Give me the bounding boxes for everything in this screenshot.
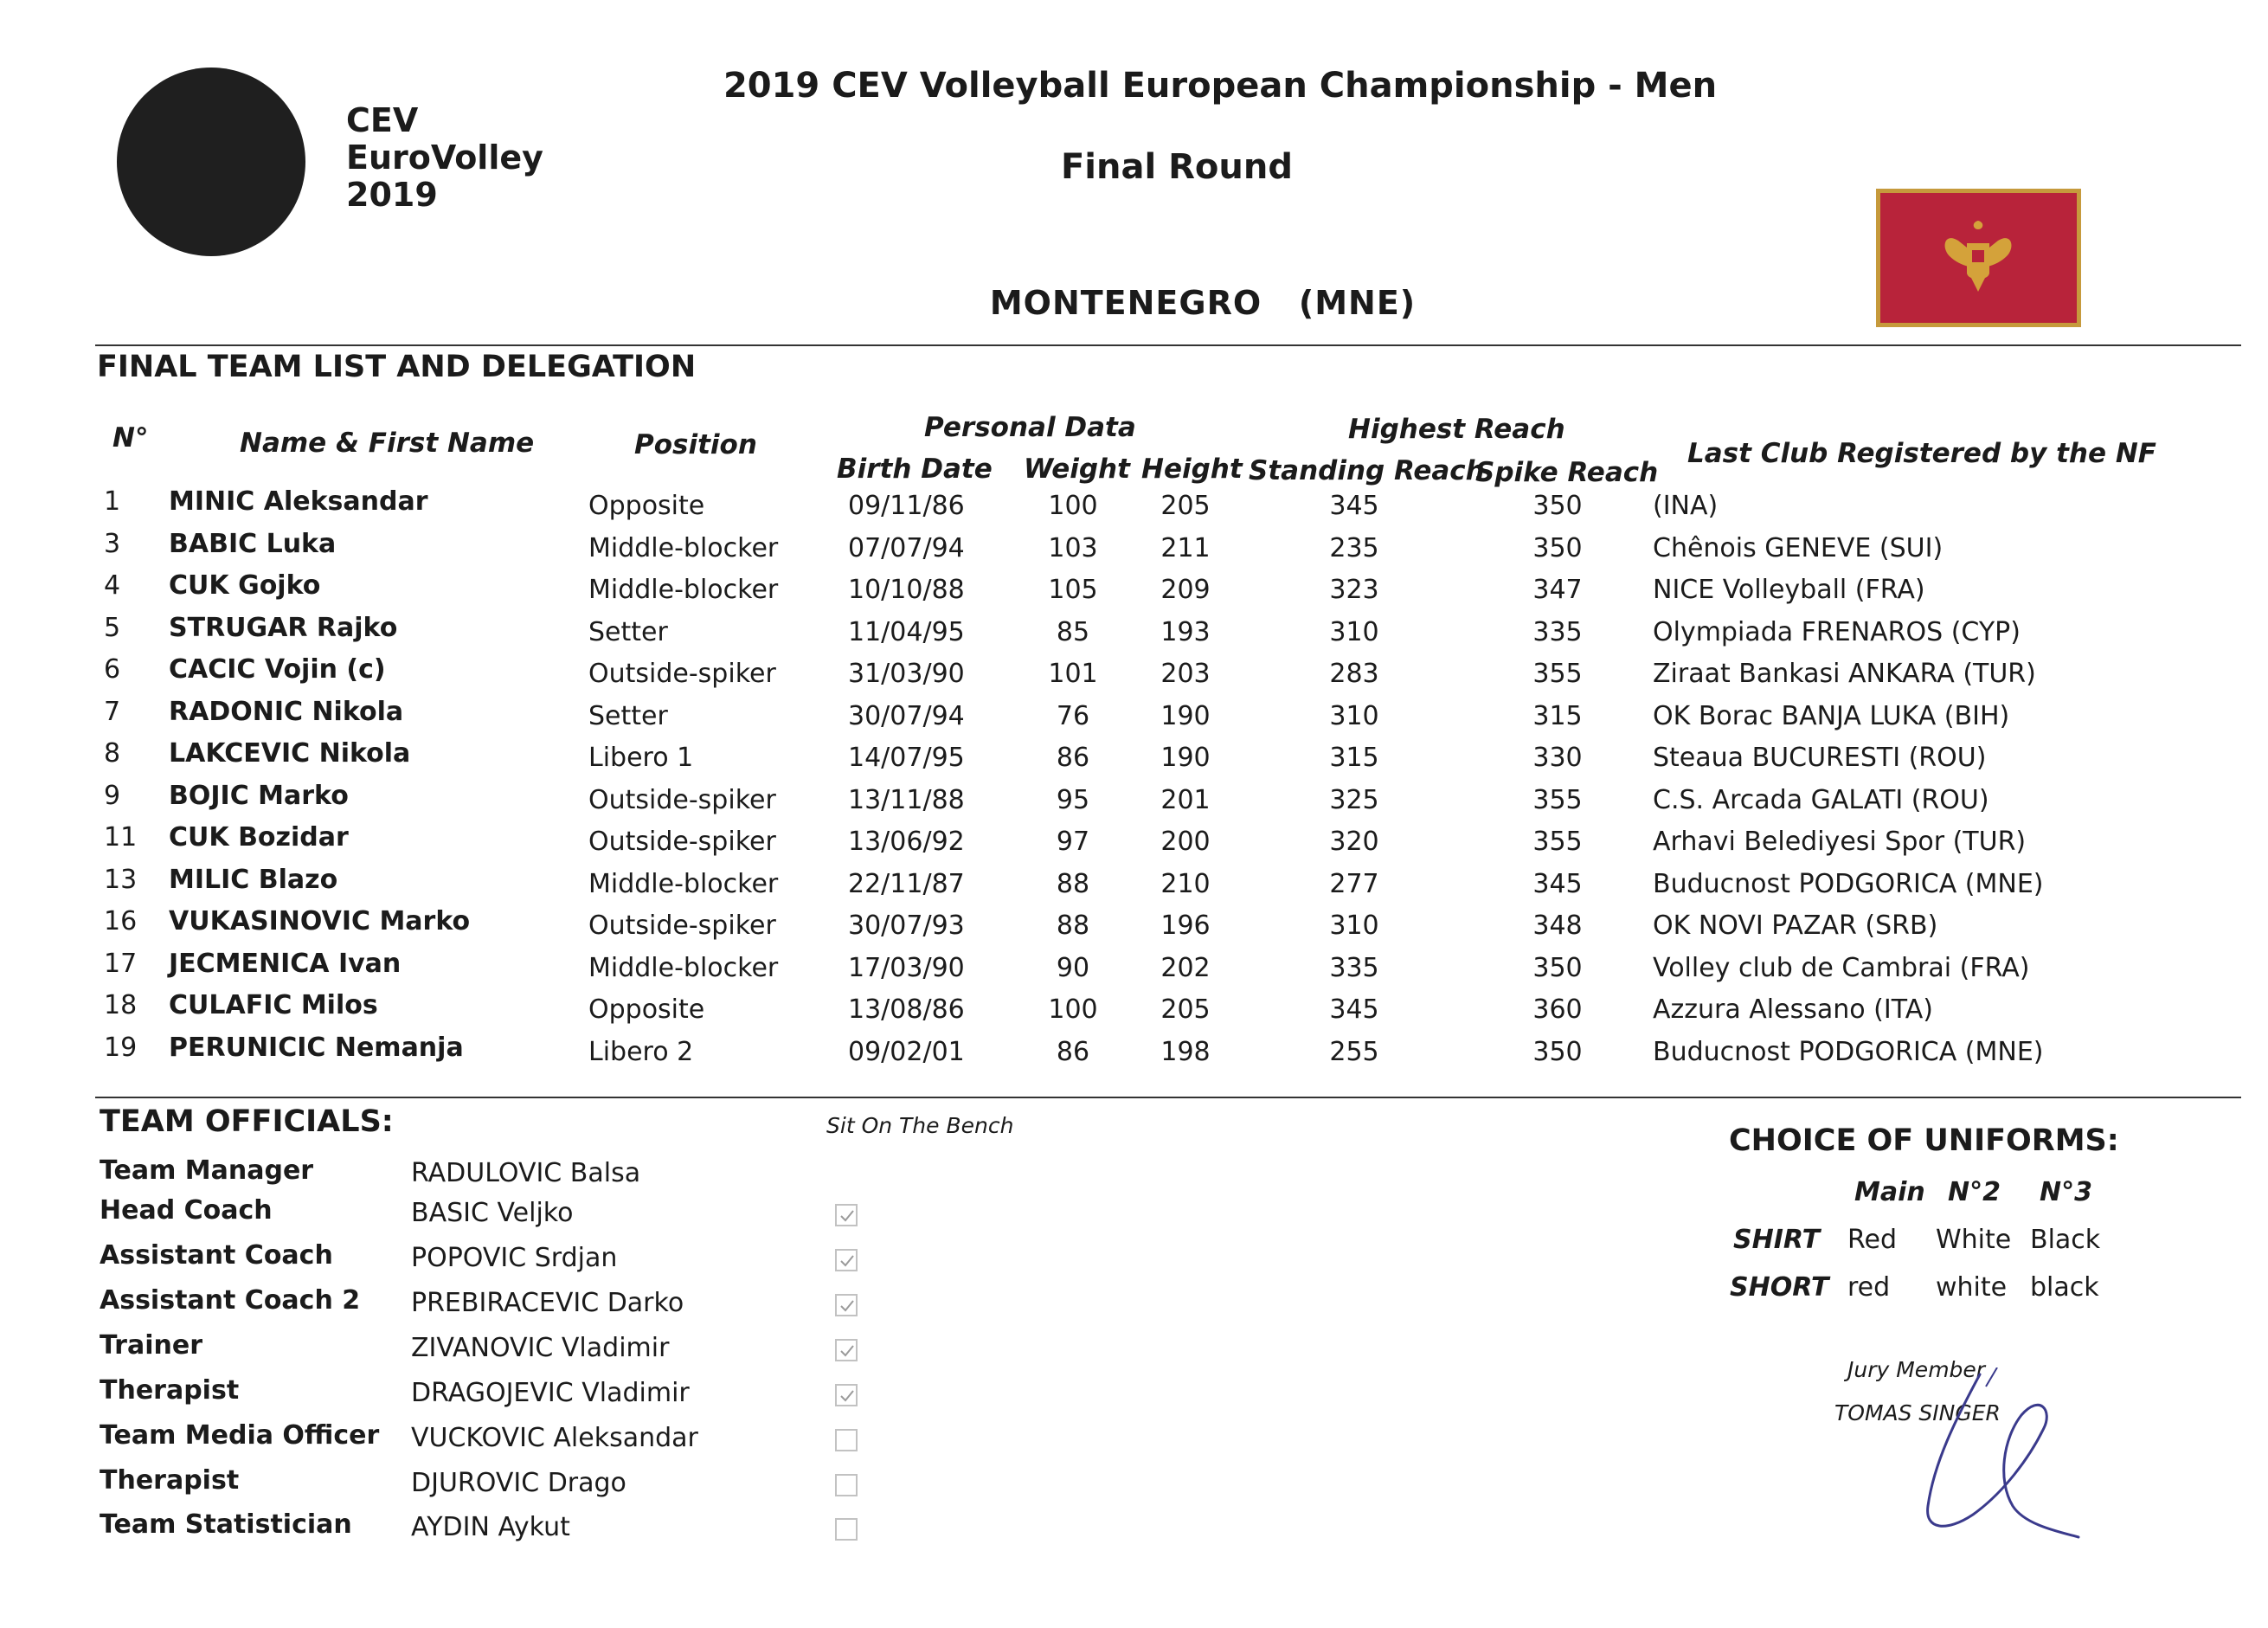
player-name: LAKCEVIC Nikola [169, 738, 411, 769]
player-position: Opposite [588, 491, 705, 521]
player-club: Chênois GENEVE (SUI) [1653, 532, 1944, 563]
player-birth-date: 30/07/93 [848, 911, 965, 941]
uniform-header-main: Main [1854, 1177, 1925, 1207]
player-height: 193 [1160, 616, 1211, 647]
player-height: 210 [1160, 868, 1211, 899]
player-name: PERUNICIC Nemanja [169, 1032, 464, 1063]
header-spike-reach: Spike Reach [1475, 457, 1659, 488]
player-birth-date: 14/07/95 [848, 743, 965, 773]
player-standing-reach: 323 [1329, 575, 1379, 605]
header-standing-reach: Standing Reach [1249, 455, 1485, 486]
official-role: Assistant Coach 2 [100, 1285, 361, 1316]
player-number: 7 [104, 696, 121, 727]
official-name: AYDIN Aykut [411, 1512, 570, 1542]
player-club: Olympiada FRENAROS (CYP) [1653, 616, 2021, 647]
player-name: JECMENICA Ivan [169, 948, 402, 979]
bench-checkbox[interactable] [835, 1474, 858, 1496]
player-height: 200 [1160, 827, 1211, 857]
bench-checkbox[interactable] [835, 1429, 858, 1451]
jury-member-name: TOMAS SINGER [1834, 1400, 2001, 1425]
bench-checkbox[interactable] [835, 1249, 858, 1271]
player-birth-date: 30/07/94 [848, 700, 965, 731]
player-height: 190 [1160, 743, 1211, 773]
official-role: Trainer [100, 1330, 202, 1361]
player-name: MILIC Blazo [169, 864, 338, 895]
player-height: 205 [1160, 491, 1211, 521]
uniform-shirt-label: SHIRT [1733, 1225, 1821, 1255]
player-club: OK NOVI PAZAR (SRB) [1653, 911, 1938, 941]
player-standing-reach: 310 [1329, 700, 1379, 731]
section-title: FINAL TEAM LIST AND DELEGATION [97, 350, 697, 384]
player-name: BOJIC Marko [169, 780, 349, 811]
player-standing-reach: 335 [1329, 952, 1379, 983]
jury-signature [1852, 1367, 2111, 1549]
player-standing-reach: 235 [1329, 532, 1379, 563]
official-name: RADULOVIC Balsa [411, 1158, 641, 1188]
player-position: Middle-blocker [588, 952, 779, 983]
player-name: BABIC Luka [169, 528, 337, 559]
official-name: VUCKOVIC Aleksandar [411, 1423, 698, 1453]
uniform-short-second: white [1936, 1272, 2008, 1303]
player-position: Middle-blocker [588, 868, 779, 899]
player-number: 19 [104, 1032, 138, 1063]
player-spike-reach: 315 [1532, 700, 1583, 731]
player-position: Opposite [588, 994, 705, 1025]
country-title: MONTENEGRO (MNE) [989, 284, 1417, 322]
official-name: BASIC Veljko [411, 1198, 574, 1228]
player-standing-reach: 310 [1329, 911, 1379, 941]
player-weight: 90 [1056, 952, 1090, 983]
player-name: CACIC Vojin (c) [169, 654, 386, 685]
player-number: 4 [104, 570, 121, 601]
logo-line-year: 2019 [346, 176, 438, 214]
player-name: RADONIC Nikola [169, 696, 404, 727]
player-height: 209 [1160, 575, 1211, 605]
player-birth-date: 13/08/86 [848, 994, 965, 1025]
player-position: Middle-blocker [588, 575, 779, 605]
player-club: Azzura Alessano (ITA) [1653, 994, 1933, 1025]
player-weight: 76 [1056, 700, 1090, 731]
uniform-short-label: SHORT [1730, 1272, 1829, 1303]
header-weight: Weight [1024, 454, 1130, 485]
checkmark-icon [839, 1298, 855, 1314]
player-birth-date: 13/11/88 [848, 784, 965, 815]
player-spike-reach: 350 [1532, 532, 1583, 563]
official-role: Therapist [100, 1465, 240, 1496]
double-headed-eagle-icon [1880, 193, 2077, 323]
player-number: 18 [104, 990, 138, 1020]
player-birth-date: 10/10/88 [848, 575, 965, 605]
player-birth-date: 07/07/94 [848, 532, 965, 563]
checkmark-icon [839, 1253, 855, 1269]
bench-checkbox[interactable] [835, 1204, 858, 1226]
player-position: Libero 2 [588, 1036, 694, 1067]
official-role: Team Media Officer [100, 1420, 380, 1451]
player-height: 201 [1160, 784, 1211, 815]
official-name: PREBIRACEVIC Darko [411, 1288, 684, 1318]
player-number: 6 [104, 654, 121, 685]
player-weight: 86 [1056, 1036, 1090, 1067]
player-position: Setter [588, 700, 668, 731]
player-club: OK Borac BANJA LUKA (BIH) [1653, 700, 2010, 731]
official-name: ZIVANOVIC Vladimir [411, 1333, 670, 1363]
header-highest-reach: Highest Reach [1348, 414, 1565, 445]
player-name: CUK Bozidar [169, 822, 349, 853]
uniform-short-third: black [2030, 1272, 2099, 1303]
bench-checkbox[interactable] [835, 1294, 858, 1316]
header-position: Position [634, 429, 757, 460]
eurovolley-logo [117, 68, 305, 256]
player-birth-date: 13/06/92 [848, 827, 965, 857]
player-spike-reach: 335 [1532, 616, 1583, 647]
table-divider [95, 1097, 2241, 1098]
player-number: 5 [104, 612, 121, 643]
player-position: Libero 1 [588, 743, 694, 773]
uniform-short-main: red [1847, 1272, 1891, 1303]
official-role: Head Coach [100, 1195, 273, 1226]
header-personal-data: Personal Data [924, 412, 1136, 443]
player-weight: 88 [1056, 868, 1090, 899]
player-spike-reach: 355 [1532, 659, 1583, 689]
player-standing-reach: 255 [1329, 1036, 1379, 1067]
player-number: 9 [104, 780, 121, 811]
player-name: STRUGAR Rajko [169, 612, 398, 643]
player-height: 198 [1160, 1036, 1211, 1067]
player-weight: 97 [1056, 827, 1090, 857]
player-standing-reach: 310 [1329, 616, 1379, 647]
player-standing-reach: 345 [1329, 491, 1379, 521]
player-spike-reach: 347 [1532, 575, 1583, 605]
player-club: Volley club de Cambrai (FRA) [1653, 952, 2030, 983]
bench-checkbox[interactable] [835, 1339, 858, 1361]
player-position: Middle-blocker [588, 532, 779, 563]
player-height: 196 [1160, 911, 1211, 941]
uniform-header-third: N°3 [2040, 1177, 2092, 1207]
player-number: 1 [104, 486, 121, 517]
player-height: 190 [1160, 700, 1211, 731]
player-weight: 100 [1048, 491, 1098, 521]
player-club: Buducnost PODGORICA (MNE) [1653, 868, 2044, 899]
player-name: VUKASINOVIC Marko [169, 906, 471, 936]
team-officials-title: TEAM OFFICIALS: [100, 1104, 394, 1139]
player-position: Outside-spiker [588, 659, 776, 689]
official-name: POPOVIC Srdjan [411, 1243, 618, 1273]
checkmark-icon [839, 1208, 855, 1224]
player-weight: 101 [1048, 659, 1098, 689]
logo-line-eurovolley: EuroVolley [346, 138, 543, 177]
player-birth-date: 17/03/90 [848, 952, 965, 983]
player-standing-reach: 325 [1329, 784, 1379, 815]
player-weight: 88 [1056, 911, 1090, 941]
round-title: Final Round [1060, 147, 1293, 187]
checkmark-icon [839, 1388, 855, 1404]
player-weight: 100 [1048, 994, 1098, 1025]
player-spike-reach: 350 [1532, 952, 1583, 983]
player-name: CUK Gojko [169, 570, 321, 601]
montenegro-flag [1876, 189, 2081, 327]
player-birth-date: 31/03/90 [848, 659, 965, 689]
player-number: 3 [104, 528, 121, 559]
official-role: Assistant Coach [100, 1240, 333, 1271]
player-club: Arhavi Belediyesi Spor (TUR) [1653, 827, 2027, 857]
header-number: N° [112, 422, 149, 454]
player-spike-reach: 330 [1532, 743, 1583, 773]
jury-member-label: Jury Member [1847, 1357, 1986, 1382]
bench-checkbox[interactable] [835, 1384, 858, 1406]
official-name: DJUROVIC Drago [411, 1468, 626, 1498]
uniform-shirt-second: White [1936, 1225, 2012, 1255]
player-birth-date: 09/11/86 [848, 491, 965, 521]
player-position: Outside-spiker [588, 911, 776, 941]
player-name: CULAFIC Milos [169, 990, 378, 1020]
player-weight: 86 [1056, 743, 1090, 773]
player-position: Setter [588, 616, 668, 647]
header-birth-date: Birth Date [837, 454, 993, 485]
player-club: (INA) [1653, 491, 1719, 521]
player-club: Steaua BUCURESTI (ROU) [1653, 743, 1987, 773]
player-position: Outside-spiker [588, 784, 776, 815]
checkmark-icon [839, 1343, 855, 1359]
header-height: Height [1141, 454, 1243, 485]
official-name: DRAGOJEVIC Vladimir [411, 1378, 690, 1408]
player-club: NICE Volleyball (FRA) [1653, 575, 1925, 605]
player-height: 203 [1160, 659, 1211, 689]
player-standing-reach: 315 [1329, 743, 1379, 773]
player-number: 17 [104, 948, 138, 979]
player-height: 211 [1160, 532, 1211, 563]
player-name: MINIC Aleksandar [169, 486, 428, 517]
player-standing-reach: 283 [1329, 659, 1379, 689]
header-divider [95, 344, 2241, 346]
player-birth-date: 09/02/01 [848, 1036, 965, 1067]
sit-on-bench-label: Sit On The Bench [826, 1113, 1014, 1138]
official-role: Team Statistician [100, 1509, 352, 1540]
player-weight: 95 [1056, 784, 1090, 815]
player-birth-date: 11/04/95 [848, 616, 965, 647]
player-weight: 105 [1048, 575, 1098, 605]
player-club: C.S. Arcada GALATI (ROU) [1653, 784, 1989, 815]
player-number: 13 [104, 864, 138, 895]
uniform-shirt-main: Red [1847, 1225, 1897, 1255]
choice-of-uniforms-title: CHOICE OF UNIFORMS: [1729, 1123, 2119, 1158]
player-club: Buducnost PODGORICA (MNE) [1653, 1036, 2044, 1067]
player-height: 202 [1160, 952, 1211, 983]
player-number: 11 [104, 822, 138, 853]
player-spike-reach: 350 [1532, 491, 1583, 521]
uniform-header-second: N°2 [1948, 1177, 2001, 1207]
player-number: 8 [104, 738, 121, 769]
player-spike-reach: 355 [1532, 784, 1583, 815]
player-position: Outside-spiker [588, 827, 776, 857]
player-height: 205 [1160, 994, 1211, 1025]
player-weight: 103 [1048, 532, 1098, 563]
player-standing-reach: 345 [1329, 994, 1379, 1025]
player-weight: 85 [1056, 616, 1090, 647]
official-role: Therapist [100, 1375, 240, 1406]
header-name: Name & First Name [240, 428, 535, 459]
player-spike-reach: 350 [1532, 1036, 1583, 1067]
logo-line-cev: CEV [346, 101, 419, 139]
document-title: 2019 CEV Volleyball European Championship - Men [723, 66, 1718, 106]
player-club: Ziraat Bankasi ANKARA (TUR) [1653, 659, 2036, 689]
player-spike-reach: 360 [1532, 994, 1583, 1025]
official-role: Team Manager [100, 1155, 314, 1186]
player-standing-reach: 277 [1329, 868, 1379, 899]
player-standing-reach: 320 [1329, 827, 1379, 857]
logo-text [346, 102, 543, 214]
uniform-shirt-third: Black [2030, 1225, 2101, 1255]
player-birth-date: 22/11/87 [848, 868, 965, 899]
player-number: 16 [104, 906, 138, 936]
header-last-club: Last Club Registered by the NF [1687, 438, 2156, 469]
player-spike-reach: 355 [1532, 827, 1583, 857]
player-spike-reach: 348 [1532, 911, 1583, 941]
bench-checkbox[interactable] [835, 1518, 858, 1541]
player-spike-reach: 345 [1532, 868, 1583, 899]
